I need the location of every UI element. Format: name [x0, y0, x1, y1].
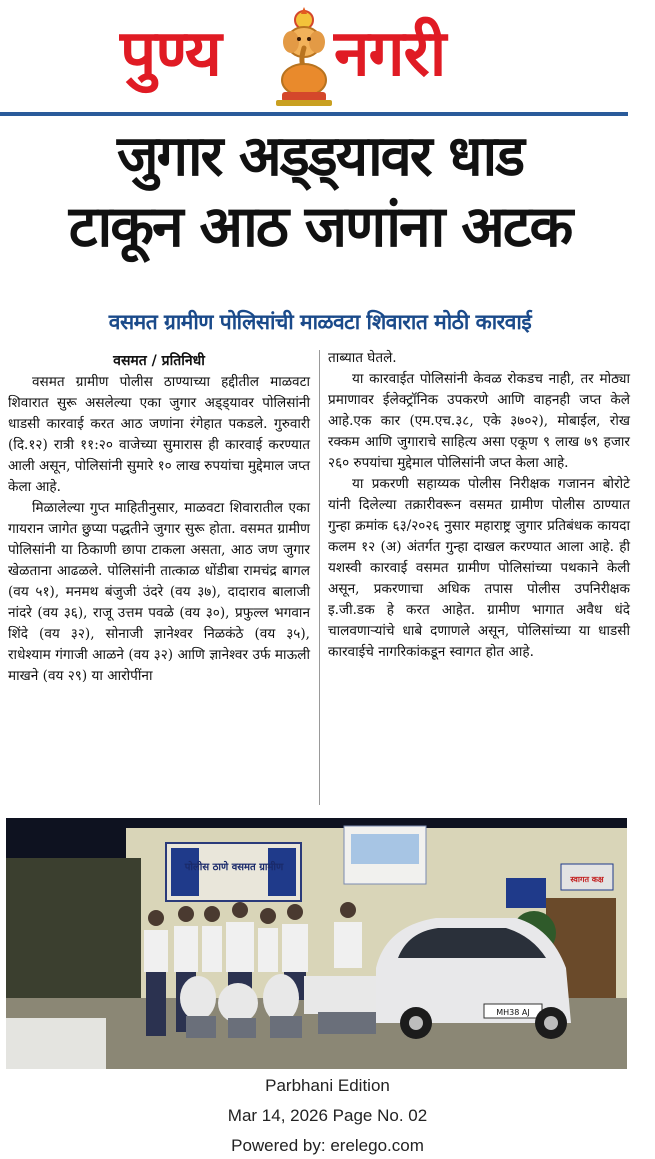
- brand-name-left: पुण्य: [120, 17, 221, 91]
- subheadline: वसमत ग्रामीण पोलिसांची माळवटा शिवारात मोठी कारवाई: [108, 310, 532, 334]
- column-divider: [319, 350, 320, 805]
- article-column-right: [328, 348, 630, 663]
- paragraph: मिळालेल्या गुप्त माहितीनुसार, माळवटा शिवारातील एका गायरान जागेत छुप्या पद्धतीने जुगार सुरू होता. वसमत ग्रामीण पोलिसांनी या ठिकाणी छापा टाकला असता, आठ जण जुगार खेळताना आढळले. पोलिसांनी तात्काळ धोंडीबा रामचंद्र बागल (वय ५१), मनमथ बंजुजी उंदरे (वय ३७), दादाराव बालाजी नांदरे (वय ३६), राजू उत्तम पवळे (वय ३०), प्रफुल्ल भगवान शिंदे (वय ३२), सोनाजी ज्ञानेश्वर निळकंठे (वय ३५), राधेश्याम गंगाजी आळने (वय ३२) आणि ज्ञानेश्वर उर्फ माऊली माखने (वय २९) या आरोपींना: [8, 500, 310, 684]
- paragraph: वसमत ग्रामीण पोलीस ठाण्याच्या हद्दीतील माळवटा शिवारात सुरू असलेल्या एका जुगार अड्ड्यावर पोलिसांनी धाडसी कारवाई करत आठ जणांना रंगेहात पकडले. गुरुवारी (दि.१२) रात्री ११:२० वाजेच्या सुमारास ही कारवाई करण्यात आली असून, पोलिसांनी सुमारे १० लाख रुपयांचा मुद्देमाल जप्त केला आहे.: [8, 374, 310, 495]
- dateline: वसमत / प्रतिनिधी: [113, 353, 205, 369]
- welcome-sign-text: स्वागत कक्ष: [570, 875, 604, 884]
- headline: [0, 122, 640, 262]
- headline-line-2: टाकून आठ जणांना अटक: [68, 194, 572, 260]
- paragraph: या कारवाईत पोलिसांनी केवळ रोकडच नाही, तर मोठ्या प्रमाणावर ईलेक्ट्रॉनिक उपकरणे आणि वाहनही जप्त केले आहे.एक कार (एम.एच.३८, एके ३७०२), मोबाईल, रोख रक्कम आणि जुगाराचे साहित्य असा एकूण ९ लाख ७९ हजार २६० रुपयांचा मुद्देमाल पोलिसांनी जप्त केला आहे.: [328, 371, 630, 471]
- paragraph: या प्रकरणी सहाय्यक पोलीस निरीक्षक गजानन बोरोटे यांनी दिलेल्या तक्रारीवरून वसमत ग्रामीण पोलीस ठाण्यात गुन्हा क्रमांक ६३/२०२६ नुसार महाराष्ट्र जुगार प्रतिबंधक कायदा कलम १२ (अ) अंतर्गत गुन्हा दाखल करण्यात आला आहे. ही यशस्वी कारवाई वसमत ग्रामीण पोलिसांच्या पथकाने केली असून, प्रकरणाचा अधिक तपास पोलीस उपनिरीक्षक इ.जी.डक हे करत आहेत. ग्रामीण भागात अवैध धंदे चालवणाऱ्यांचे धाबे दणाणले असून, पोलिसांच्या या धाडसी कारवाईचे नागरिकांकडून स्वागत होत आहे.: [328, 476, 630, 660]
- news-photo: [6, 818, 627, 1069]
- station-sign-text: पोलीस ठाणे वसमत ग्रामीण: [184, 862, 284, 873]
- article-column-left: [8, 350, 310, 687]
- date-page-label: Mar 14, 2026 Page No. 02: [227, 1106, 428, 1125]
- powered-by-label: Powered by: erelego.com: [231, 1136, 424, 1155]
- edition-label: Parbhani Edition: [265, 1076, 390, 1095]
- paragraph-continuation: ताब्यात घेतले.: [328, 350, 397, 366]
- number-plate-text: MH38 AJ: [496, 1008, 530, 1017]
- masthead: [0, 0, 655, 112]
- brand-name-right: नगरी: [334, 17, 446, 91]
- masthead-divider: [0, 112, 628, 116]
- headline-line-1: जुगार अड्ड्यावर धाड: [116, 124, 524, 189]
- ganesha-logo-icon: [268, 4, 340, 108]
